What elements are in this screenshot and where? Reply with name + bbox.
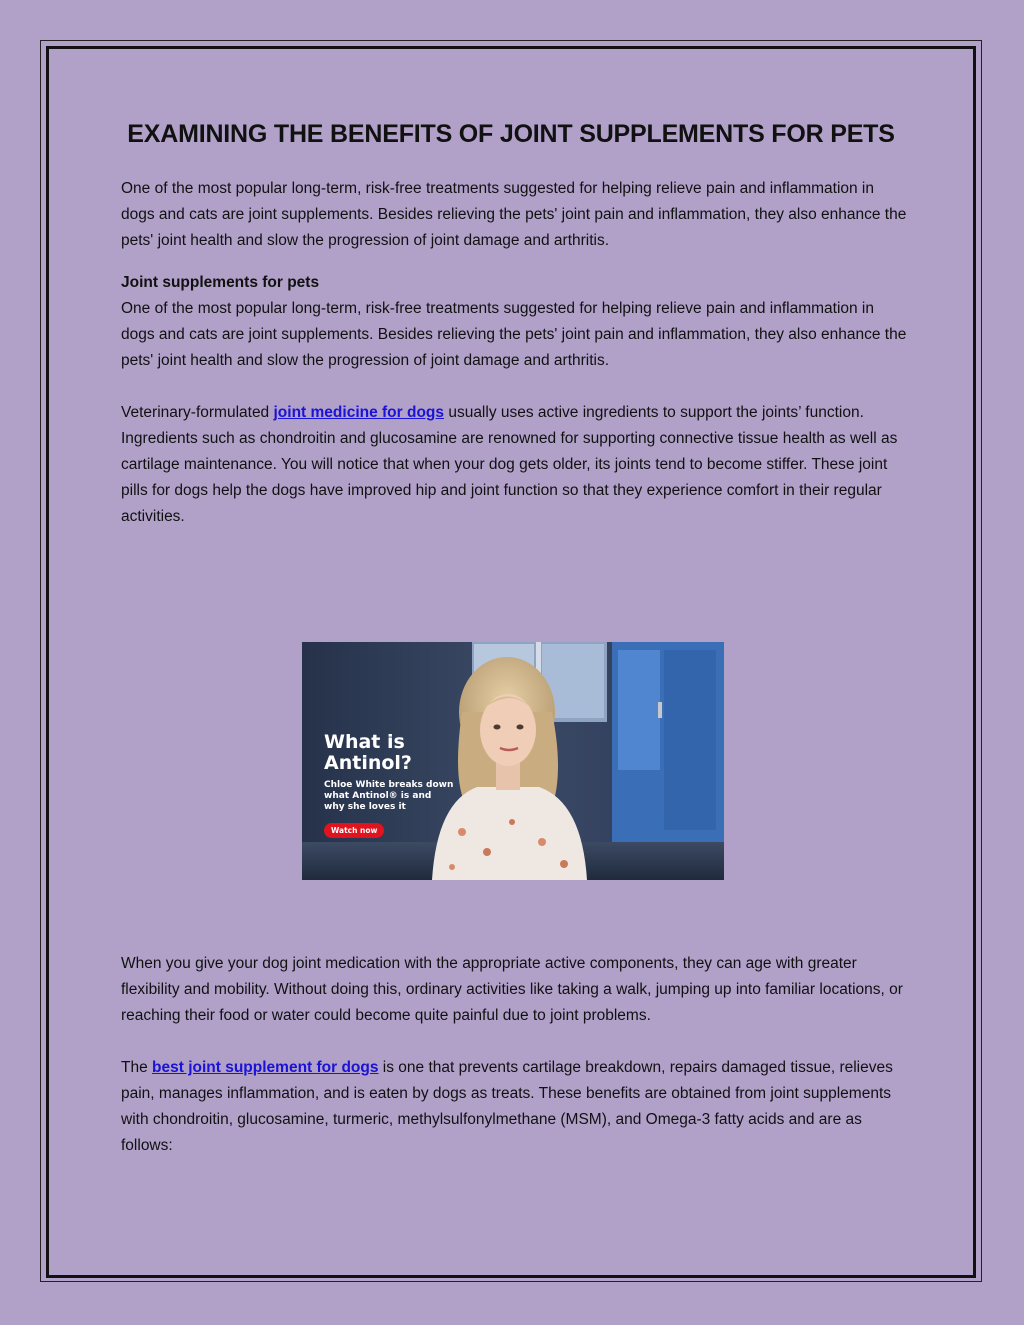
- vet-text-after: usually uses active ingredients to support the joints’ function. Ingredients such as chondroitin and glucosamine are renowned for supporting connective tissue health as well as cartilage maintenance. You will notice that when your dog gets older, its joints tend to become stiffer. These joint pills for dogs help the dogs have improved hip and joint function so that they experience comfort in their regular activities.: [121, 404, 898, 525]
- section-heading: Joint supplements for pets: [121, 274, 320, 291]
- page-title: EXAMINING THE BENEFITS OF JOINT SUPPLEMENTS FOR PETS: [127, 120, 895, 148]
- article-top: [121, 120, 911, 530]
- section-body: One of the most popular long-term, risk-free treatments suggested for helping relieve pain and inflammation in dogs and cats are joint supplements. Besides relieving the pets' joint pain and inflammation, they also enhance the pets' joint health and slow the progression of joint damage and arthritis.: [121, 300, 907, 369]
- best-text-before: The: [121, 1059, 153, 1076]
- vet-text-before: Veterinary-formulated: [121, 404, 274, 421]
- video-overlay: [324, 732, 454, 838]
- video-title: What is Antinol?: [324, 731, 412, 774]
- section-joint-supplements: [121, 270, 911, 374]
- vet-paragraph: [121, 400, 911, 530]
- best-joint-supplement-link[interactable]: best joint supplement for dogs: [152, 1059, 379, 1076]
- joint-medicine-link[interactable]: joint medicine for dogs: [273, 404, 445, 421]
- watch-now-button[interactable]: Watch now: [324, 823, 384, 838]
- medication-paragraph: When you give your dog joint medication with the appropriate active components, they can age with greater flexibility and mobility. Without doing this, ordinary activities like taking a walk, jumping up into familiar locations, or reaching their food or water could become quite painful due to joint problems.: [121, 955, 903, 1024]
- video-subtitle: Chloe White breaks down what Antinol® is and why she loves it: [324, 780, 454, 812]
- article-bottom: [121, 951, 911, 1159]
- intro-paragraph: One of the most popular long-term, risk-free treatments suggested for helping relieve pain and inflammation in dogs and cats are joint supplements. Besides relieving the pets' joint pain and inflammation, they also enhance the pets' joint health and slow the progression of joint damage and arthritis.: [121, 180, 907, 249]
- best-text-after: is one that prevents cartilage breakdown, repairs damaged tissue, relieves pain, manages inflammation, and is eaten by dogs as treats. These benefits are obtained from joint supplements with chondroitin, glucosamine, turmeric, methylsulfonylmethane (MSM), and Omega-3 fatty acids and are as follows:: [121, 1059, 893, 1154]
- best-supplement-paragraph: [121, 1055, 911, 1159]
- antinol-video-thumbnail[interactable]: [302, 642, 724, 880]
